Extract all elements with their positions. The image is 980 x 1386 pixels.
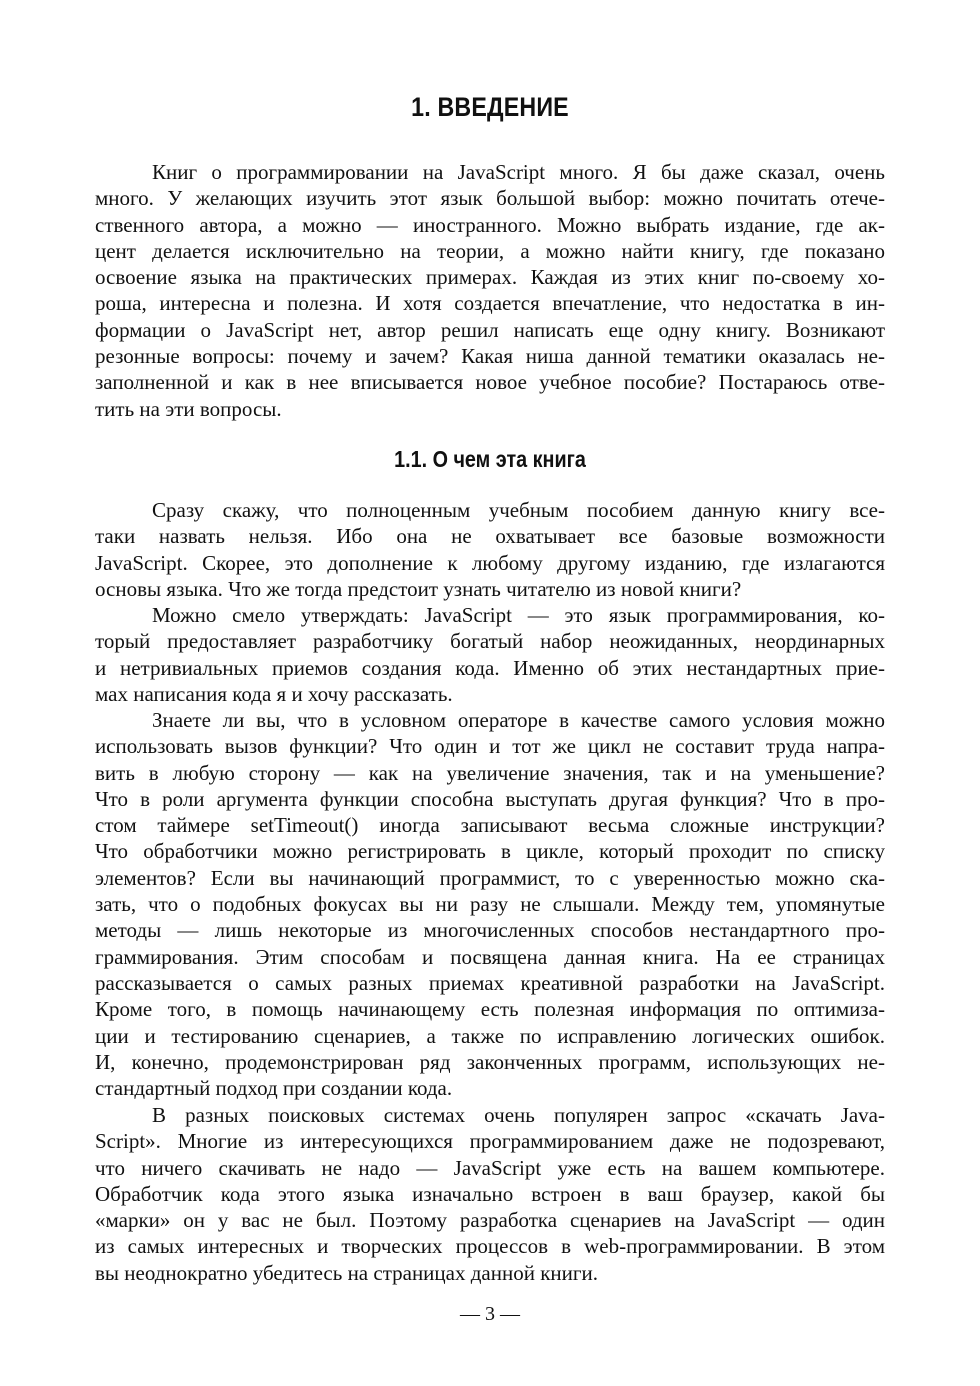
section-title: 1.1. О чем эта книга	[394, 446, 586, 472]
text-line: из самых интересных и творческих процессов в web-программировании. В этом	[95, 1234, 885, 1259]
text-line: и нетривиальных приемов создания кода. Именно об этих нестандартных прие-	[95, 655, 885, 680]
chapter-title: 1. ВВЕДЕНИЕ	[411, 92, 569, 122]
text-line: заполненной и как в нее вписывается новое учебное пособие? Постараюсь отве-	[95, 370, 885, 395]
text-line: цент делается исключительно на теории, а можно найти книгу, где показано	[95, 238, 885, 263]
text-line: методы — лишь некоторые из многочисленных способов нестандартного про-	[95, 918, 885, 943]
text-line: что ничего скачивать не надо — JavaScript уже есть на вашем компьютере.	[95, 1155, 885, 1180]
paragraph	[95, 602, 885, 707]
text-line: граммирования. Этим способам и посвящена данная книга. На ее страницах	[95, 944, 885, 969]
text-line: зать, что о подобных фокусах вы ни разу не слышали. Между тем, упомянутые	[95, 892, 885, 917]
text-line: использовать вызов функции? Что один и тот же цикл не составит труда напра-	[95, 734, 885, 759]
text-line: Что в роли аргумента функции способна выступать другая функция? Что в про-	[95, 786, 885, 811]
text-line: Script». Многие из интересующихся программированием даже не подозревают,	[95, 1129, 885, 1154]
text-line: формации о JavaScript нет, автор решил написать еще одну книгу. Возникают	[95, 317, 885, 342]
text-line: JavaScript. Скорее, это дополнение к любому другому изданию, где излагаются	[95, 550, 885, 575]
text-line: основы языка. Что же тогда предстоит узнать читателю из новой книги?	[95, 576, 742, 601]
text-line: стом таймере setTimeout() иногда записывают весьма сложные инструкции?	[95, 813, 885, 838]
text-line: торый предоставляет разработчику богатый набор неожиданных, неординарных	[95, 629, 885, 654]
text-line: резонные вопросы: почему и зачем? Какая ниша данной тематики оказалась не-	[95, 344, 885, 369]
text-line: много. У желающих изучить этот язык большой выбор: можно почитать отече-	[95, 186, 885, 211]
text-line: роша, интересна и полезна. И хотя создается впечатление, что недостатка в ин-	[95, 291, 885, 316]
text-line: вы неоднократно убедитесь на страницах данной книги.	[95, 1260, 598, 1285]
text-line: И, конечно, продемонстрирован ряд законченных программ, использующих не-	[95, 1049, 885, 1074]
text-line: мах написания кода я и хочу рассказать.	[95, 681, 453, 706]
paragraph	[95, 497, 885, 602]
text-line: стандартный подход при создании кода.	[95, 1076, 453, 1101]
text-line: элементов? Если вы начинающий программист, то с уверенностью можно ска-	[95, 865, 885, 890]
intro-paragraph	[95, 159, 885, 422]
text-line: ции и тестированию сценариев, а также по исправлению логических ошибок.	[95, 1023, 885, 1048]
text-line: Что обработчики можно регистрировать в цикле, который проходит по списку	[95, 839, 885, 864]
text-line: Кроме того, в помощь начинающему есть полезная информация по оптимиза-	[95, 997, 885, 1022]
text-line: освоение языка на практических примерах. Каждая из этих книг по-своему хо-	[95, 265, 885, 290]
text-line: вить в любую сторону — как на увеличение значения, так и на уменьшение?	[95, 760, 885, 785]
paragraph	[95, 707, 885, 1101]
text-line: Знаете ли вы, что в условном операторе в качестве самого условия можно	[152, 708, 885, 732]
page-number: — 3 —	[460, 1303, 520, 1325]
text-line: Сразу скажу, что полноценным учебным пособием данную книгу все-	[152, 498, 885, 522]
text-line: Книг о программировании на JavaScript много. Я бы даже сказал, очень	[152, 160, 885, 184]
text-line: рассказывается о самых разных приемах креативной разработки на JavaScript.	[95, 970, 885, 995]
text-line: таки назвать нельзя. Ибо она не охватывает все базовые возможности	[95, 524, 885, 549]
text-line: «марки» он у вас не был. Поэтому разработка сценариев на JavaScript — один	[95, 1208, 885, 1233]
text-line: Можно смело утверждать: JavaScript — это язык программирования, ко-	[152, 603, 885, 627]
text-line: ственного автора, а можно — иностранного. Можно выбрать издание, где ак-	[95, 212, 885, 237]
paragraph	[95, 1102, 885, 1286]
text-line: В разных поисковых системах очень популярен запрос «скачать Java-	[152, 1103, 885, 1127]
text-line: тить на эти вопросы.	[95, 396, 282, 421]
text-line: Обработчик кода этого языка изначально встроен в ваш браузер, какой бы	[95, 1181, 885, 1206]
